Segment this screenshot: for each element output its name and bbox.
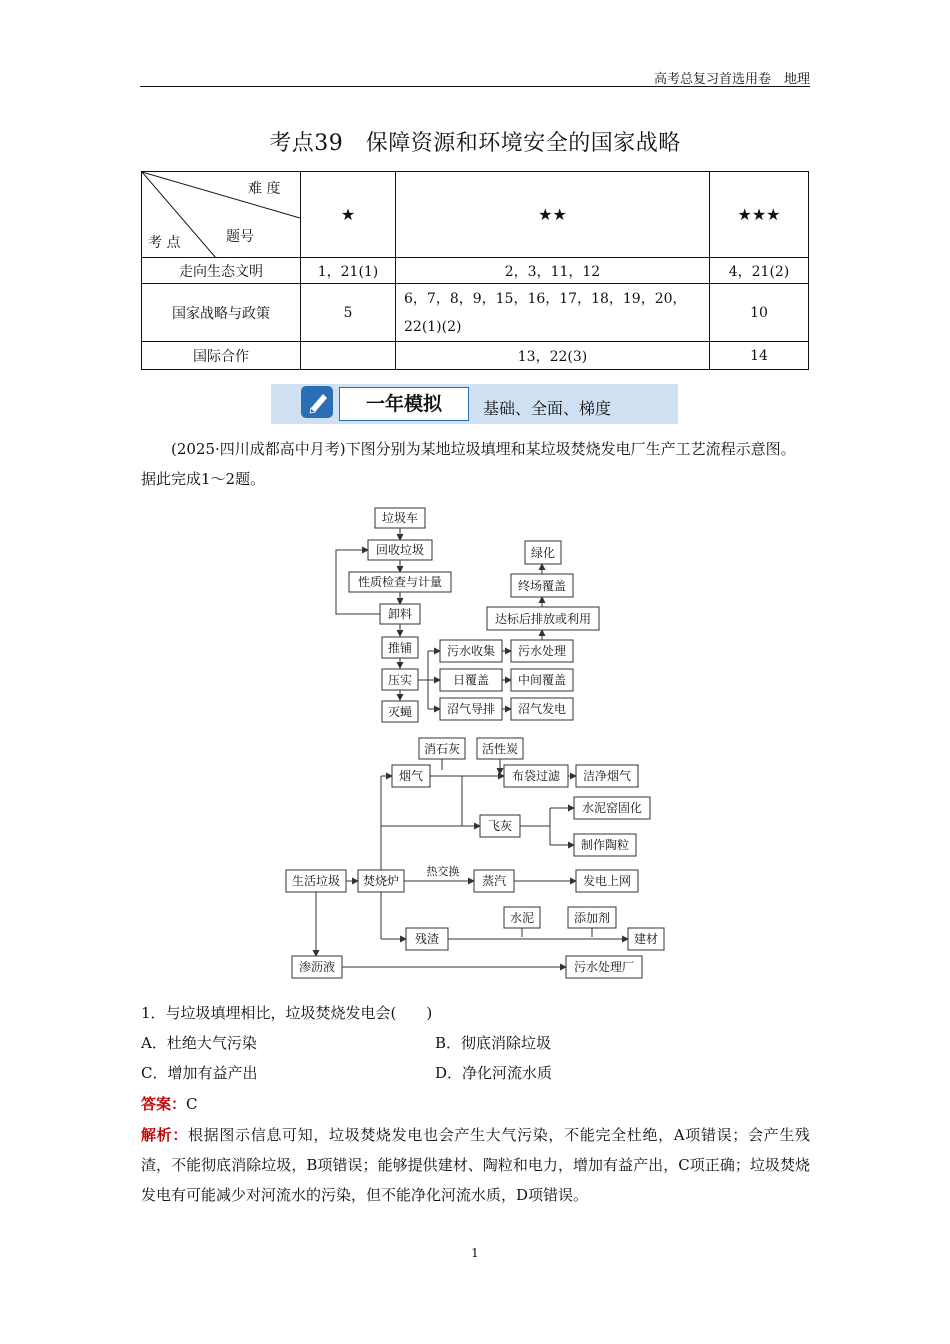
diagram-boxes (286, 508, 664, 978)
label-waste: 生活垃圾 (291, 874, 341, 888)
topic-name: 走向生态文明 (142, 258, 301, 284)
label-grid: 发电上网 (582, 874, 632, 888)
label-furnace: 焚烧炉 (362, 874, 400, 888)
cell-level-3: 14 (710, 342, 809, 370)
label-gas-power: 沼气发电 (517, 702, 567, 716)
label-steam: 蒸汽 (481, 874, 507, 888)
label-green: 绿化 (530, 546, 556, 560)
corner-label-difficulty: 难 度 (248, 181, 281, 197)
answer-label: 答案： (141, 1095, 187, 1113)
label-unload: 卸料 (387, 607, 413, 621)
label-exchange: 热交换 (426, 865, 460, 878)
answer-line (141, 1093, 198, 1114)
topic-name: 国际合作 (142, 342, 301, 370)
label-sewage-treat: 污水处理 (517, 644, 567, 658)
label-kiln: 水泥窑固化 (581, 801, 643, 815)
label-plant: 污水处理厂 (573, 960, 635, 974)
label-inspect: 性质检查与计量 (357, 575, 443, 589)
option-a: A．杜绝大气污染 (141, 1034, 257, 1052)
corner-label-question-number: 题号 (226, 229, 254, 245)
label-flue: 烟气 (398, 769, 424, 783)
cell-level-2: 6，7，8，9，15，16，17，18，19，20，22(1)(2) (396, 284, 710, 342)
label-compact: 压实 (387, 673, 413, 687)
page-title: 考点39 保障资源和环境安全的国家战略 (269, 131, 681, 156)
label-leachate: 渗沥液 (298, 960, 336, 974)
label-mid-cover: 中间覆盖 (517, 673, 567, 687)
level-2-header: ★★ (396, 172, 710, 258)
label-lime: 消石灰 (423, 742, 461, 756)
label-gas-guide: 沼气导排 (446, 702, 496, 716)
banner-subtitle: 基础、全面、梯度 (483, 399, 612, 418)
cell-level-3: 10 (710, 284, 809, 342)
label-truck: 垃圾车 (381, 511, 419, 525)
label-sewage-collect: 污水收集 (446, 644, 496, 658)
label-ceramsite: 制作陶粒 (580, 838, 630, 852)
option-b: B．彻底消除垃圾 (435, 1034, 552, 1052)
cell-level-1: 5 (301, 284, 396, 342)
page-header: 高考总复习首选用卷 地理 (653, 72, 810, 87)
cell-level-3: 4，21(2) (710, 258, 809, 284)
label-carbon: 活性炭 (481, 742, 519, 756)
question-stem: 1．与垃圾填埋相比，垃圾焚烧发电会( ) (141, 1004, 433, 1022)
level-3-header: ★★★ (710, 172, 809, 258)
explanation-text: 根据图示信息可知，垃圾焚烧发电也会产生大气污染，不能完全杜绝，A项错误；会产生残渣，不能彻底消除垃圾，B项错误；能够提供建材、陶粒和电力，增加有益产出，C项正确；垃圾焚烧发电有可能减少对河流水的污染，但不能净化河流水质，D项错误。 (141, 1126, 810, 1204)
label-daily-cover: 日覆盖 (452, 673, 490, 687)
label-final-cover: 终场覆盖 (517, 579, 567, 593)
option-c: C．增加有益产出 (141, 1064, 258, 1082)
label-additive: 添加剂 (573, 911, 611, 925)
label-clean: 洁净烟气 (582, 769, 632, 783)
question-intro: (2025·四川成都高中月考)下图分别为某地垃圾填埋和某垃圾焚烧发电厂生产工艺流程示意图。据此完成1～2题。 (141, 440, 796, 488)
diagram-labels (292, 510, 658, 974)
label-discharge: 达标后排放或利用 (494, 612, 592, 626)
topic-name: 国家战略与政策 (142, 284, 301, 342)
label-cement: 水泥 (509, 911, 535, 925)
label-flyash: 飞灰 (487, 819, 513, 833)
option-d: D．净化河流水质 (435, 1064, 553, 1082)
explanation (141, 1120, 810, 1210)
banner-label: 一年模拟 (339, 387, 469, 421)
cell-level-1: 1，21(1) (301, 258, 396, 284)
label-material: 建材 (633, 932, 659, 946)
label-bagfilter: 布袋过滤 (511, 769, 561, 783)
label-recycle: 回收垃圾 (375, 543, 425, 557)
explanation-label: 解析： (141, 1126, 189, 1144)
label-slag: 残渣 (414, 932, 440, 946)
answer-value: C (186, 1095, 198, 1113)
cell-level-2: 13，22(3) (396, 342, 710, 370)
incinerator-connectors (316, 759, 628, 967)
page-number: 1 (471, 1246, 479, 1260)
corner-label-topic: 考 点 (148, 235, 181, 251)
level-1-header: ★ (301, 172, 396, 258)
cell-level-2: 2，3，11，12 (396, 258, 710, 284)
label-pest: 灭蝇 (387, 705, 413, 719)
label-spread: 推铺 (387, 641, 413, 655)
